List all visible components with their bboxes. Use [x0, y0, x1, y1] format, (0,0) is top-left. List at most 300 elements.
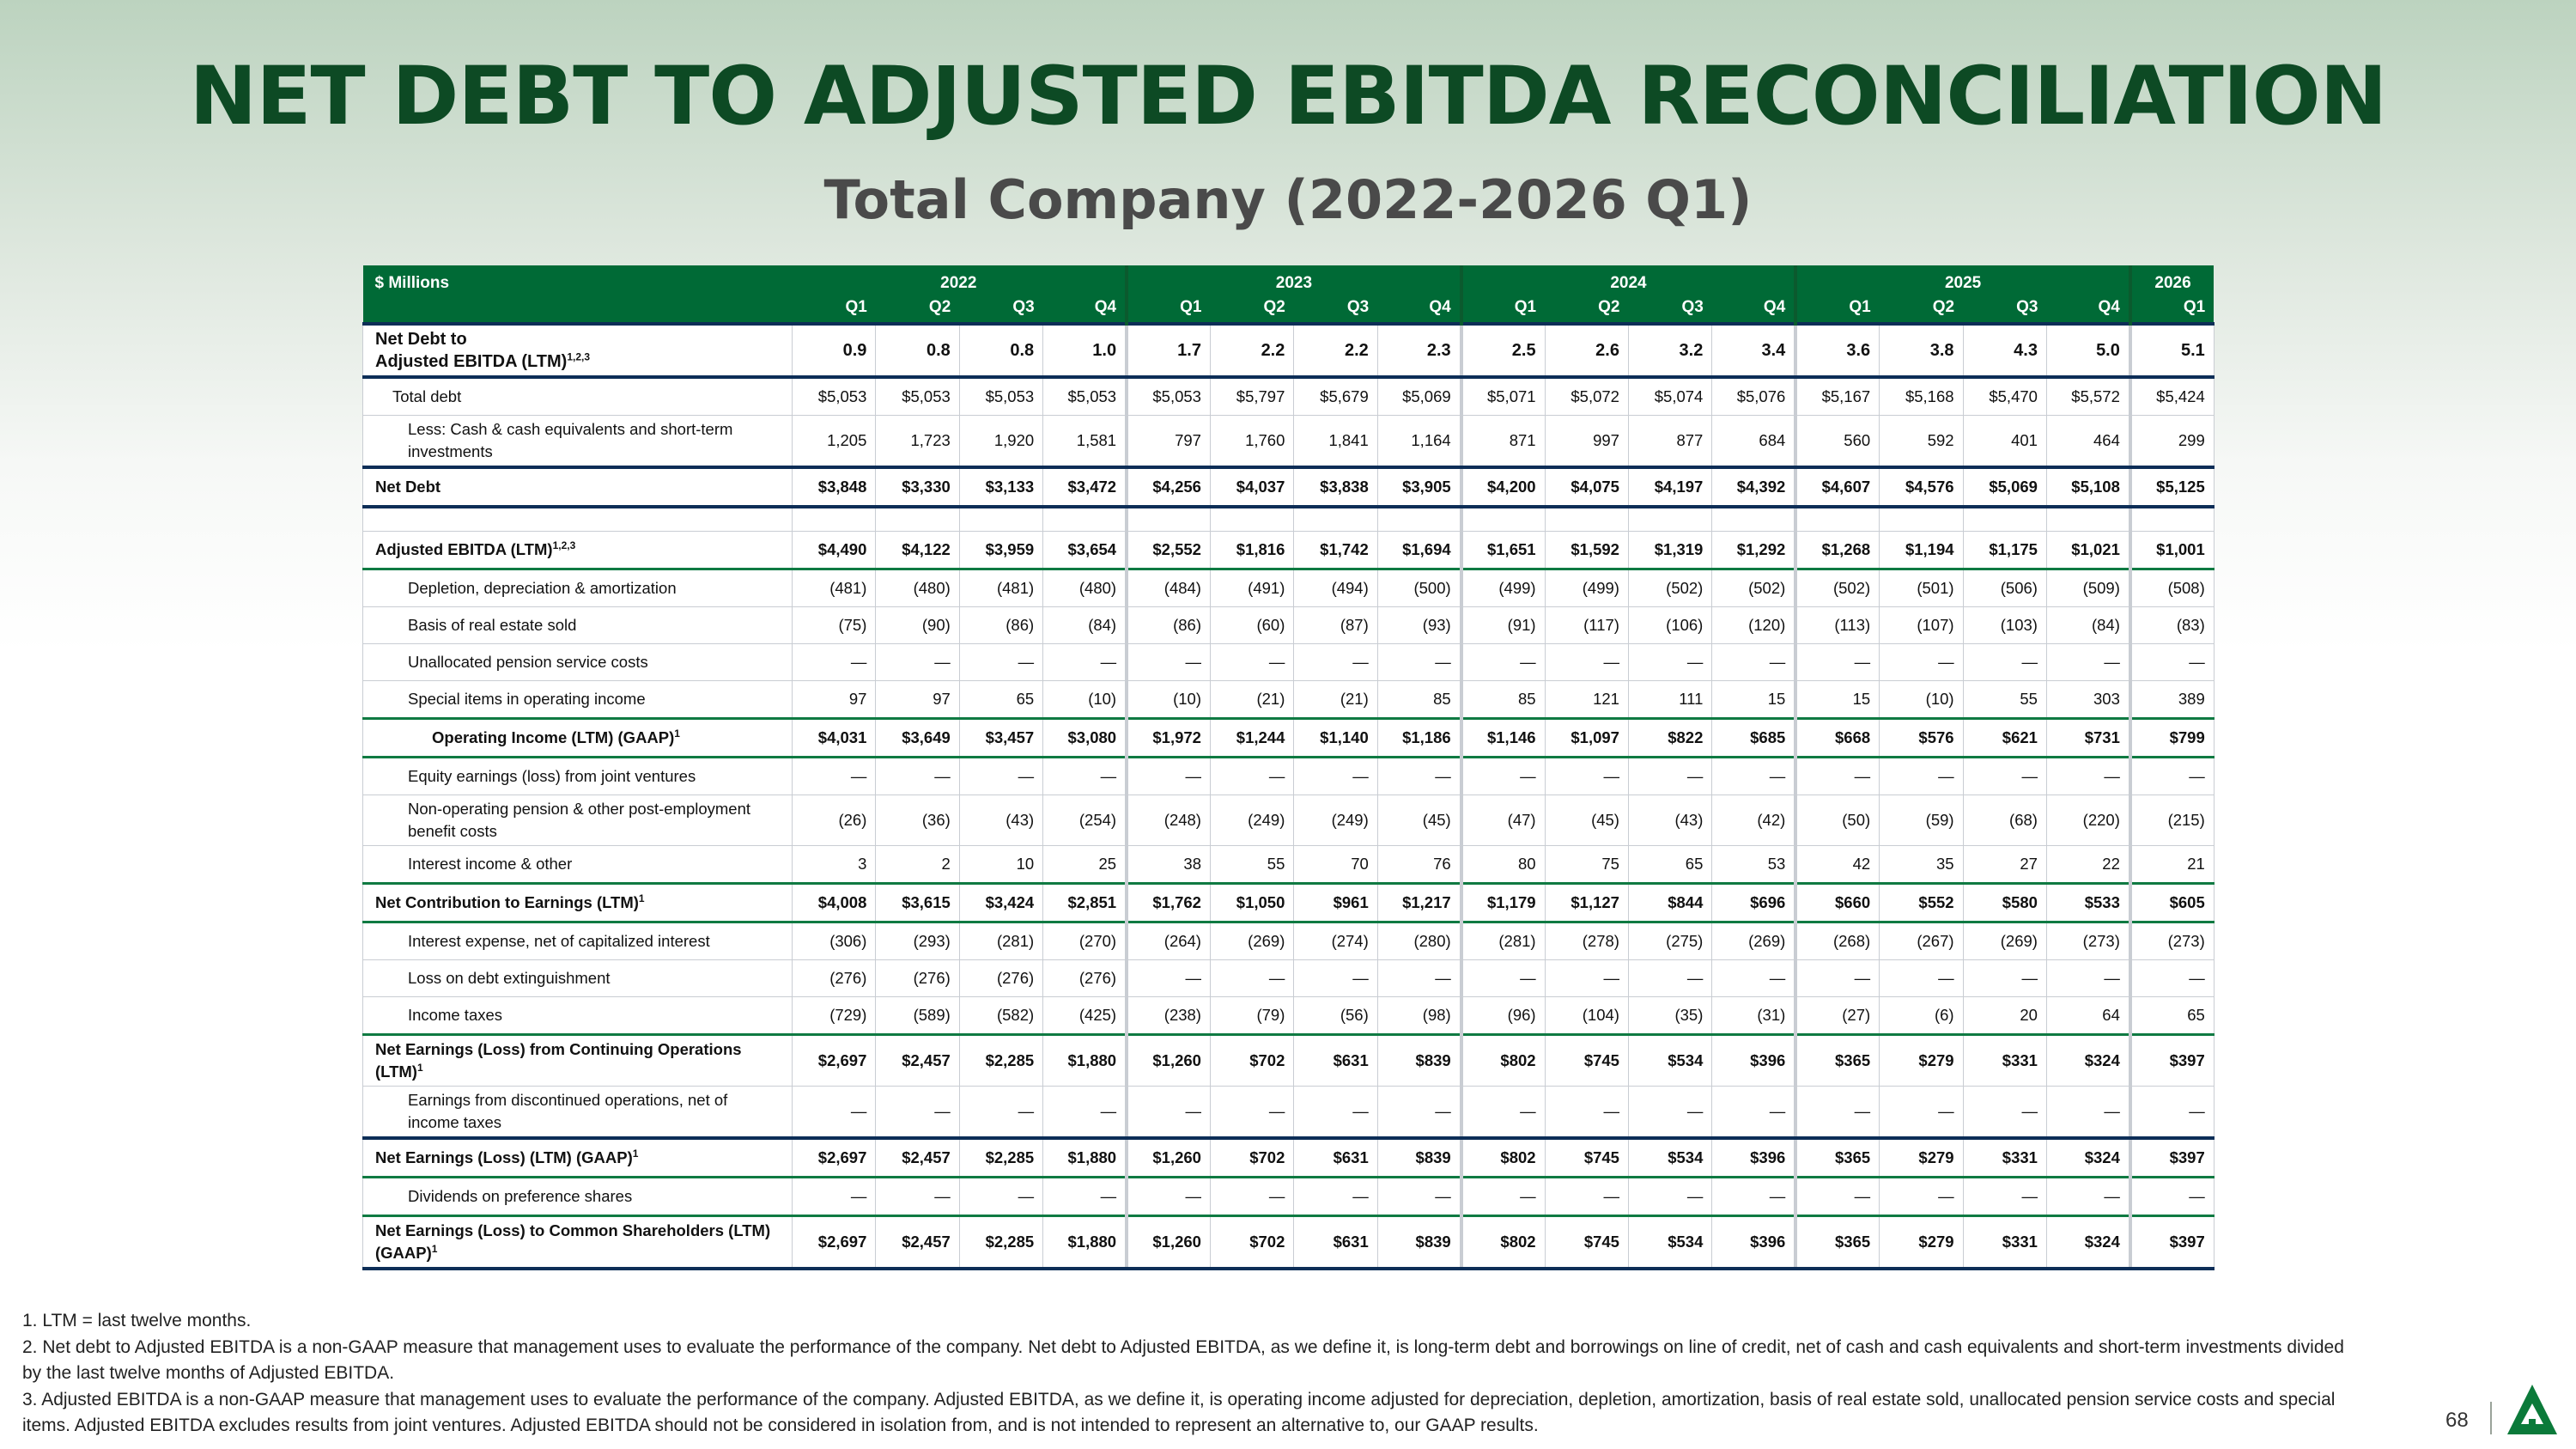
table-cell: — — [1043, 758, 1127, 795]
table-cell: 121 — [1545, 681, 1628, 719]
table-cell: 592 — [1880, 416, 1963, 468]
table-cell: (582) — [959, 997, 1042, 1035]
table-cell: — — [1628, 960, 1711, 997]
table-cell: $631 — [1294, 1138, 1377, 1178]
table-cell: — — [1795, 758, 1879, 795]
row-label-text: Net Earnings (Loss) to Common Shareholders (LTM) (GAAP) — [375, 1221, 771, 1262]
table-cell: $1,651 — [1461, 532, 1545, 569]
table-cell: $1,127 — [1545, 884, 1628, 922]
table-cell: (425) — [1043, 997, 1127, 1035]
table-cell: 389 — [2130, 681, 2214, 719]
table-cell: (481) — [959, 569, 1042, 607]
table-cell: $961 — [1294, 884, 1377, 922]
table-cell: (10) — [1127, 681, 1210, 719]
table-cell: $4,200 — [1461, 467, 1545, 507]
table-cell: (113) — [1795, 607, 1879, 644]
table-cell: $2,285 — [959, 1138, 1042, 1178]
table-row-interest-expense — [363, 922, 2215, 960]
table-cell: (502) — [1712, 569, 1795, 607]
year-header: 2023 — [1127, 265, 1461, 293]
table-cell: — — [959, 644, 1042, 681]
table-cell: (84) — [2046, 607, 2129, 644]
table-cell: (90) — [876, 607, 959, 644]
table-cell: (120) — [1712, 607, 1795, 644]
page-title: NET DEBT TO ADJUSTED EBITDA RECONCILIATION — [189, 50, 2387, 143]
row-label — [363, 884, 793, 922]
row-label-text: Equity earnings (loss) from joint ventures — [408, 767, 696, 785]
table-cell: 797 — [1127, 416, 1210, 468]
table-cell: — — [2046, 644, 2129, 681]
table-cell: (502) — [1628, 569, 1711, 607]
table-cell: — — [1461, 960, 1545, 997]
table-cell: — — [1963, 1178, 2046, 1216]
quarter-header-blank — [363, 293, 793, 324]
table-cell: 65 — [2130, 997, 2214, 1035]
table-cell: — — [2130, 758, 2214, 795]
row-label-text: Income taxes — [408, 1006, 503, 1024]
table-cell: (274) — [1294, 922, 1377, 960]
spacer-cell — [1545, 507, 1628, 532]
table-cell: (238) — [1127, 997, 1210, 1035]
table-cell: — — [1210, 1178, 1293, 1216]
table-cell: — — [2046, 758, 2129, 795]
table-cell: (306) — [793, 922, 876, 960]
table-cell: — — [1377, 960, 1461, 997]
table-cell: $397 — [2130, 1216, 2214, 1269]
footnote: 3. Adjusted EBITDA is a non-GAAP measure that management uses to evaluate the performance of the company. Adjusted EBITDA, as we define it, is operating income adjusted for depreciation, depletion, amortization, basis of real estate sold, unallocated pension service costs and special items. Adjusted EBITDA excludes results from joint ventures. Adjusted EBITDA should not be considered in isolation from, and is not intended to represent an alternative to, our GAAP results. — [22, 1389, 2336, 1435]
table-row-dividends-pref — [363, 1178, 2215, 1216]
table-cell: $4,392 — [1712, 467, 1795, 507]
table-cell: $5,069 — [1963, 467, 2046, 507]
table-cell: $1,694 — [1377, 532, 1461, 569]
table-cell: $534 — [1628, 1138, 1711, 1178]
table-cell: — — [1795, 1087, 1879, 1139]
table-cell: (56) — [1294, 997, 1377, 1035]
row-label — [363, 324, 793, 377]
table-cell: 1,920 — [959, 416, 1042, 468]
table-cell: $4,031 — [793, 719, 876, 758]
table-cell: 65 — [1628, 846, 1711, 884]
quarter-header: Q2 — [1545, 293, 1628, 324]
table-cell: — — [959, 758, 1042, 795]
footnote-ref: 1 — [416, 1061, 423, 1074]
row-label-text: Non-operating pension & other post-employment benefit costs — [408, 800, 751, 840]
table-cell: $2,851 — [1043, 884, 1127, 922]
table-cell: 15 — [1795, 681, 1879, 719]
table-cell: (104) — [1545, 997, 1628, 1035]
table-cell: (86) — [1127, 607, 1210, 644]
spacer-cell — [1127, 507, 1210, 532]
quarter-header: Q1 — [1795, 293, 1879, 324]
table-cell: $3,424 — [959, 884, 1042, 922]
table-cell: $1,050 — [1210, 884, 1293, 922]
table-cell: (249) — [1210, 795, 1293, 846]
table-cell: (43) — [1628, 795, 1711, 846]
table-cell: 1,164 — [1377, 416, 1461, 468]
quarter-header: Q4 — [1043, 293, 1127, 324]
table-cell: $396 — [1712, 1035, 1795, 1087]
table-cell: (86) — [959, 607, 1042, 644]
table-cell: 997 — [1545, 416, 1628, 468]
table-cell: $1,880 — [1043, 1138, 1127, 1178]
table-cell: (59) — [1880, 795, 1963, 846]
quarter-header: Q3 — [1628, 293, 1711, 324]
table-cell: 35 — [1880, 846, 1963, 884]
table-cell: $1,880 — [1043, 1035, 1127, 1087]
table-cell: $5,053 — [1043, 377, 1127, 416]
page-number-divider — [2490, 1402, 2492, 1434]
row-label — [363, 922, 793, 960]
spacer-cell — [1294, 507, 1377, 532]
table-row-income-taxes — [363, 997, 2215, 1035]
spacer-cell — [1963, 507, 2046, 532]
table-cell: $844 — [1628, 884, 1711, 922]
row-label-text: Total debt — [392, 387, 462, 405]
table-cell: $631 — [1294, 1035, 1377, 1087]
table-cell: $822 — [1628, 719, 1711, 758]
table-cell: — — [1461, 1178, 1545, 1216]
table-cell: $2,697 — [793, 1138, 876, 1178]
table-cell: (98) — [1377, 997, 1461, 1035]
table-cell: $2,457 — [876, 1216, 959, 1269]
table-cell: $702 — [1210, 1035, 1293, 1087]
quarter-header: Q1 — [2130, 293, 2214, 324]
table-cell: — — [2130, 644, 2214, 681]
table-cell: $2,697 — [793, 1035, 876, 1087]
table-cell: — — [1712, 1087, 1795, 1139]
table-cell: — — [1795, 1178, 1879, 1216]
table-cell: (269) — [1963, 922, 2046, 960]
table-cell: $324 — [2046, 1035, 2129, 1087]
table-cell: $3,457 — [959, 719, 1042, 758]
table-cell: — — [1294, 1087, 1377, 1139]
table-cell: 0.8 — [876, 324, 959, 377]
table-row-pension-svc — [363, 644, 2215, 681]
table-cell: $5,168 — [1880, 377, 1963, 416]
quarter-header: Q2 — [876, 293, 959, 324]
table-cell: $5,424 — [2130, 377, 2214, 416]
table-row-non-op-pension — [363, 795, 2215, 846]
table-cell: (275) — [1628, 922, 1711, 960]
table-cell: $3,133 — [959, 467, 1042, 507]
table-cell: $745 — [1545, 1138, 1628, 1178]
table-cell: $1,260 — [1127, 1216, 1210, 1269]
table-cell: (87) — [1294, 607, 1377, 644]
table-cell: — — [876, 758, 959, 795]
table-cell: 64 — [2046, 997, 2129, 1035]
table-cell: — — [2046, 1178, 2129, 1216]
table-cell: 0.8 — [959, 324, 1042, 377]
table-cell: $1,742 — [1294, 532, 1377, 569]
table-cell: $1,260 — [1127, 1138, 1210, 1178]
table-cell: 1,723 — [876, 416, 959, 468]
row-label — [363, 795, 793, 846]
table-cell: (506) — [1963, 569, 2046, 607]
table-row-special-items — [363, 681, 2215, 719]
table-cell: $3,472 — [1043, 467, 1127, 507]
table-cell: $534 — [1628, 1216, 1711, 1269]
table-cell: $5,108 — [2046, 467, 2129, 507]
table-cell: — — [1545, 960, 1628, 997]
table-cell: $1,097 — [1545, 719, 1628, 758]
table-cell: $2,457 — [876, 1035, 959, 1087]
row-label-text: Interest income & other — [408, 855, 573, 873]
table-row-ne-common — [363, 1216, 2215, 1269]
table-cell: $839 — [1377, 1216, 1461, 1269]
table-cell: 2.3 — [1377, 324, 1461, 377]
table-cell: (491) — [1210, 569, 1293, 607]
table-cell: 53 — [1712, 846, 1795, 884]
table-cell: $5,470 — [1963, 377, 2046, 416]
table-cell: (83) — [2130, 607, 2214, 644]
table-cell: (21) — [1294, 681, 1377, 719]
table-cell: (84) — [1043, 607, 1127, 644]
table-cell: 2.5 — [1461, 324, 1545, 377]
table-cell: — — [793, 644, 876, 681]
table-cell: — — [2046, 1087, 2129, 1139]
table-row-total-debt — [363, 377, 2215, 416]
table-cell: (499) — [1461, 569, 1545, 607]
table-row-discontinued — [363, 1087, 2215, 1139]
row-label — [363, 532, 793, 569]
table-cell: $279 — [1880, 1216, 1963, 1269]
table-cell: $5,053 — [793, 377, 876, 416]
row-label — [363, 1035, 793, 1087]
row-label — [363, 1216, 793, 1269]
table-cell: (47) — [1461, 795, 1545, 846]
table-cell: $4,607 — [1795, 467, 1879, 507]
table-cell: 27 — [1963, 846, 2046, 884]
table-cell: $5,572 — [2046, 377, 2129, 416]
table-cell: 10 — [959, 846, 1042, 884]
table-cell: — — [1377, 1178, 1461, 1216]
table-cell: 75 — [1545, 846, 1628, 884]
row-label — [363, 569, 793, 607]
table-cell: 2.2 — [1210, 324, 1293, 377]
table-cell: $1,244 — [1210, 719, 1293, 758]
table-cell: — — [1127, 758, 1210, 795]
table-row-equity-earnings — [363, 758, 2215, 795]
reconciliation-table-container — [362, 265, 2214, 1270]
table-cell: $3,080 — [1043, 719, 1127, 758]
row-label-text: Adjusted EBITDA (LTM) — [375, 540, 553, 558]
quarter-header: Q1 — [1461, 293, 1545, 324]
table-cell: — — [1628, 758, 1711, 795]
table-cell: (60) — [1210, 607, 1293, 644]
table-cell: $4,037 — [1210, 467, 1293, 507]
footnote-ref: 1 — [632, 1147, 639, 1160]
table-cell: (106) — [1628, 607, 1711, 644]
table-cell: 2.2 — [1294, 324, 1377, 377]
footnote-ref: 1 — [674, 727, 680, 740]
table-cell: $3,959 — [959, 532, 1042, 569]
table-cell: $1,175 — [1963, 532, 2046, 569]
table-cell: — — [793, 1087, 876, 1139]
row-label-line: Adjusted EBITDA (LTM) — [375, 352, 568, 371]
row-label-text: Interest expense, net of capitalized interest — [408, 932, 710, 950]
table-cell: $365 — [1795, 1216, 1879, 1269]
row-label — [363, 719, 793, 758]
table-cell: — — [1377, 644, 1461, 681]
table-cell: 299 — [2130, 416, 2214, 468]
quarter-header: Q1 — [1127, 293, 1210, 324]
table-cell: (500) — [1377, 569, 1461, 607]
table-cell: — — [1880, 644, 1963, 681]
table-cell: (248) — [1127, 795, 1210, 846]
table-cell: (43) — [959, 795, 1042, 846]
table-cell: (254) — [1043, 795, 1127, 846]
table-cell: (267) — [1880, 922, 1963, 960]
table-cell: — — [1795, 644, 1879, 681]
table-cell: $631 — [1294, 1216, 1377, 1269]
table-cell: (107) — [1880, 607, 1963, 644]
table-cell: $324 — [2046, 1216, 2129, 1269]
table-cell: — — [1545, 1178, 1628, 1216]
table-cell: (35) — [1628, 997, 1711, 1035]
table-cell: $839 — [1377, 1138, 1461, 1178]
spacer-cell — [1712, 507, 1795, 532]
table-cell: (276) — [876, 960, 959, 997]
table-cell: — — [1294, 1178, 1377, 1216]
table-cell: $3,654 — [1043, 532, 1127, 569]
table-cell: $5,076 — [1712, 377, 1795, 416]
table-cell: (502) — [1795, 569, 1879, 607]
table-cell: $4,008 — [793, 884, 876, 922]
table-cell: — — [1210, 960, 1293, 997]
row-label — [363, 467, 793, 507]
table-cell: (508) — [2130, 569, 2214, 607]
table-cell: $5,679 — [1294, 377, 1377, 416]
table-row-net-debt — [363, 467, 2215, 507]
table-cell: (36) — [876, 795, 959, 846]
table-cell: 65 — [959, 681, 1042, 719]
table-cell: (729) — [793, 997, 876, 1035]
table-cell: $1,762 — [1127, 884, 1210, 922]
table-cell: — — [1880, 1178, 1963, 1216]
table-row-net-debt-ratio — [363, 324, 2215, 377]
table-cell: (96) — [1461, 997, 1545, 1035]
table-cell: $365 — [1795, 1138, 1879, 1178]
table-cell: — — [1294, 960, 1377, 997]
year-header: 2025 — [1795, 265, 2130, 293]
table-cell: $533 — [2046, 884, 2129, 922]
table-cell: — — [1628, 644, 1711, 681]
table-cell: (103) — [1963, 607, 2046, 644]
table-cell: (42) — [1712, 795, 1795, 846]
table-cell: $279 — [1880, 1138, 1963, 1178]
table-cell: — — [1628, 1178, 1711, 1216]
table-cell: (276) — [1043, 960, 1127, 997]
table-cell: — — [2046, 960, 2129, 997]
table-cell: $1,194 — [1880, 532, 1963, 569]
quarter-header: Q2 — [1210, 293, 1293, 324]
table-cell: $802 — [1461, 1216, 1545, 1269]
reconciliation-table — [362, 265, 2215, 1270]
table-cell: — — [1712, 644, 1795, 681]
table-cell: 25 — [1043, 846, 1127, 884]
table-cell: (220) — [2046, 795, 2129, 846]
spacer-cell — [1043, 507, 1127, 532]
quarter-header: Q4 — [1712, 293, 1795, 324]
quarter-header: Q1 — [793, 293, 876, 324]
footnote: 1. LTM = last twelve months. — [22, 1311, 252, 1330]
table-cell: $2,285 — [959, 1216, 1042, 1269]
table-cell: $839 — [1377, 1035, 1461, 1087]
table-cell: $5,072 — [1545, 377, 1628, 416]
spacer-cell — [2130, 507, 2214, 532]
table-cell: (27) — [1795, 997, 1879, 1035]
table-cell: (273) — [2130, 922, 2214, 960]
row-label — [363, 416, 793, 468]
table-cell: (31) — [1712, 997, 1795, 1035]
spacer-cell — [793, 507, 876, 532]
table-cell: $2,285 — [959, 1035, 1042, 1087]
table-cell: $702 — [1210, 1216, 1293, 1269]
table-cell: (278) — [1545, 922, 1628, 960]
table-cell: $5,053 — [1127, 377, 1210, 416]
table-cell: — — [1545, 644, 1628, 681]
table-cell: 4.3 — [1963, 324, 2046, 377]
table-cell: — — [2130, 960, 2214, 997]
footnote-ref: 1 — [431, 1242, 438, 1255]
row-label — [363, 758, 793, 795]
table-cell: $4,075 — [1545, 467, 1628, 507]
quarter-header: Q4 — [1377, 293, 1461, 324]
table-cell: 97 — [876, 681, 959, 719]
footnote-ref: 1 — [638, 892, 645, 904]
table-cell: (276) — [793, 960, 876, 997]
table-cell: (45) — [1377, 795, 1461, 846]
table-cell: $365 — [1795, 1035, 1879, 1087]
table-cell: $3,649 — [876, 719, 959, 758]
spacer-cell — [1628, 507, 1711, 532]
table-cell: — — [1795, 960, 1879, 997]
table-cell: — — [793, 1178, 876, 1216]
table-cell: $3,838 — [1294, 467, 1377, 507]
table-cell: (50) — [1795, 795, 1879, 846]
table-cell: — — [1127, 960, 1210, 997]
row-label-text: Special items in operating income — [408, 690, 646, 708]
table-cell: — — [1210, 758, 1293, 795]
table-cell: 1.0 — [1043, 324, 1127, 377]
table-cell: $4,256 — [1127, 467, 1210, 507]
table-cell: — — [1545, 1087, 1628, 1139]
table-row-interest-income — [363, 846, 2215, 884]
table-cell: $3,330 — [876, 467, 959, 507]
row-label-text: Unallocated pension service costs — [408, 653, 648, 671]
table-cell: $5,797 — [1210, 377, 1293, 416]
row-label-text: Basis of real estate sold — [408, 616, 577, 634]
table-cell: (280) — [1377, 922, 1461, 960]
table-cell: 38 — [1127, 846, 1210, 884]
table-cell: $5,053 — [959, 377, 1042, 416]
table-cell: 80 — [1461, 846, 1545, 884]
table-cell: (281) — [1461, 922, 1545, 960]
table-cell: $1,292 — [1712, 532, 1795, 569]
table-cell: (6) — [1880, 997, 1963, 1035]
table-row-less-cash — [363, 416, 2215, 468]
table-cell: $3,905 — [1377, 467, 1461, 507]
row-label-text: Net Debt — [375, 478, 441, 496]
footnote: 2. Net debt to Adjusted EBITDA is a non-GAAP measure that management uses to evaluate the performance of the company. Net debt to Adjusted EBITDA, as we define it, is long-term debt and borrowings on line of credit, net of cash and cash equivalents and short-term investments divided by the last twelve months of Adjusted EBITDA. — [22, 1336, 2344, 1383]
row-label — [363, 1178, 793, 1216]
table-cell: — — [1127, 1178, 1210, 1216]
table-cell: (270) — [1043, 922, 1127, 960]
spacer-row — [363, 507, 2215, 532]
table-cell: 3.4 — [1712, 324, 1795, 377]
quarter-header: Q3 — [1294, 293, 1377, 324]
table-cell: 76 — [1377, 846, 1461, 884]
